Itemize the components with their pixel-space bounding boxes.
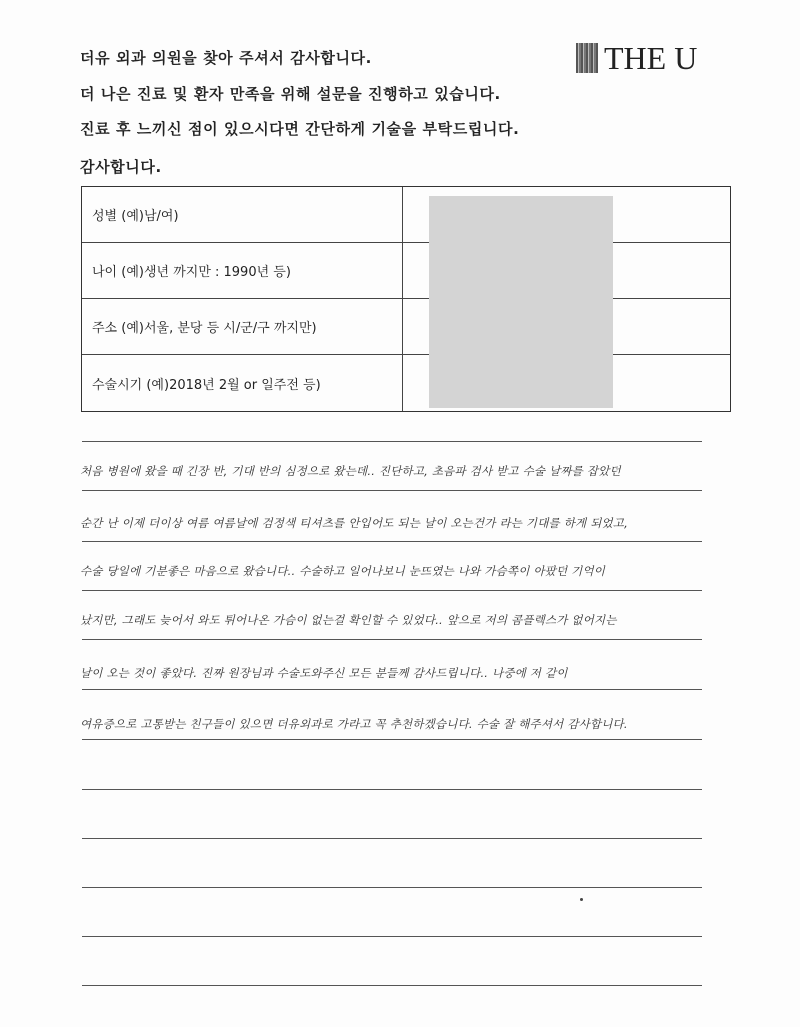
info-row-address — [82, 299, 730, 355]
ruled-line — [82, 590, 702, 591]
intro-line-3: 진료 후 느끼신 점이 있으시다면 간단하게 기술을 부탁드립니다. — [80, 120, 520, 138]
respondent-info-table — [81, 186, 731, 412]
info-row-surgery-date — [82, 355, 730, 411]
ruled-line — [82, 936, 702, 937]
redacted-answers — [429, 196, 613, 408]
column-divider — [402, 355, 403, 411]
logo-text: THE U — [604, 39, 698, 76]
handwritten-line-6: 여유증으로 고통받는 친구들이 있으면 더유외과로 가라고 꼭 추천하겠습니다. 수술 잘 해주셔서 감사합니다. — [80, 717, 628, 731]
info-label-age: 나이 (예)생년 까지만 : 1990년 등) — [92, 265, 291, 280]
info-label-gender: 성별 (예)남/여) — [92, 209, 179, 224]
clinic-logo — [576, 40, 697, 76]
ruled-line — [82, 887, 702, 888]
ruled-line — [82, 490, 702, 491]
handwritten-line-4: 났지만, 그래도 늦어서 와도 튀어나온 가슴이 없는걸 확인할 수 있었다.. 앞으로 저의 콤플렉스가 없어지는 — [80, 613, 617, 627]
ink-dot — [580, 898, 583, 901]
ruled-line — [82, 441, 702, 442]
ruled-line — [82, 689, 702, 690]
info-label-address: 주소 (예)서울, 분당 등 시/군/구 까지만) — [92, 321, 317, 336]
column-divider — [402, 187, 403, 242]
info-label-surgery-date: 수술시기 (예)2018년 2월 or 일주전 등) — [92, 377, 321, 393]
ruled-line — [82, 789, 702, 790]
ruled-line — [82, 541, 702, 542]
handwritten-line-2: 순간 난 이제 더이상 여름 여름날에 검정색 티셔츠를 안입어도 되는 날이 오는건가 라는 기대를 하게 되었고, — [80, 516, 628, 530]
column-divider — [402, 243, 403, 298]
handwritten-line-5: 날이 오는 것이 좋았다. 진짜 원장님과 수술도와주신 모든 분들께 감사드립니다.. 나중에 저 같이 — [80, 666, 568, 680]
handwritten-line-1: 처음 병원에 왔을 때 긴장 반, 기대 반의 심정으로 왔는데.. 진단하고, 초음파 검사 받고 수술 날짜를 잡았던 — [80, 464, 621, 478]
info-row-age — [82, 243, 730, 299]
ruled-line — [82, 985, 702, 986]
handwritten-line-3: 수술 당일에 기분좋은 마음으로 왔습니다.. 수술하고 일어나보니 눈뜨였는 나와 가슴쪽이 아팠던 기억이 — [80, 564, 606, 578]
info-row-gender — [82, 187, 730, 243]
ruled-line — [82, 838, 702, 839]
intro-line-4: 감사합니다. — [80, 158, 162, 176]
column-divider — [402, 299, 403, 354]
logo-mark-icon — [576, 43, 598, 73]
intro-line-1: 더유 외과 의원을 찾아 주셔서 감사합니다. — [80, 49, 372, 67]
ruled-line — [82, 739, 702, 740]
ruled-line — [82, 639, 702, 640]
intro-line-2: 더 나은 진료 및 환자 만족을 위해 설문을 진행하고 있습니다. — [80, 85, 501, 103]
